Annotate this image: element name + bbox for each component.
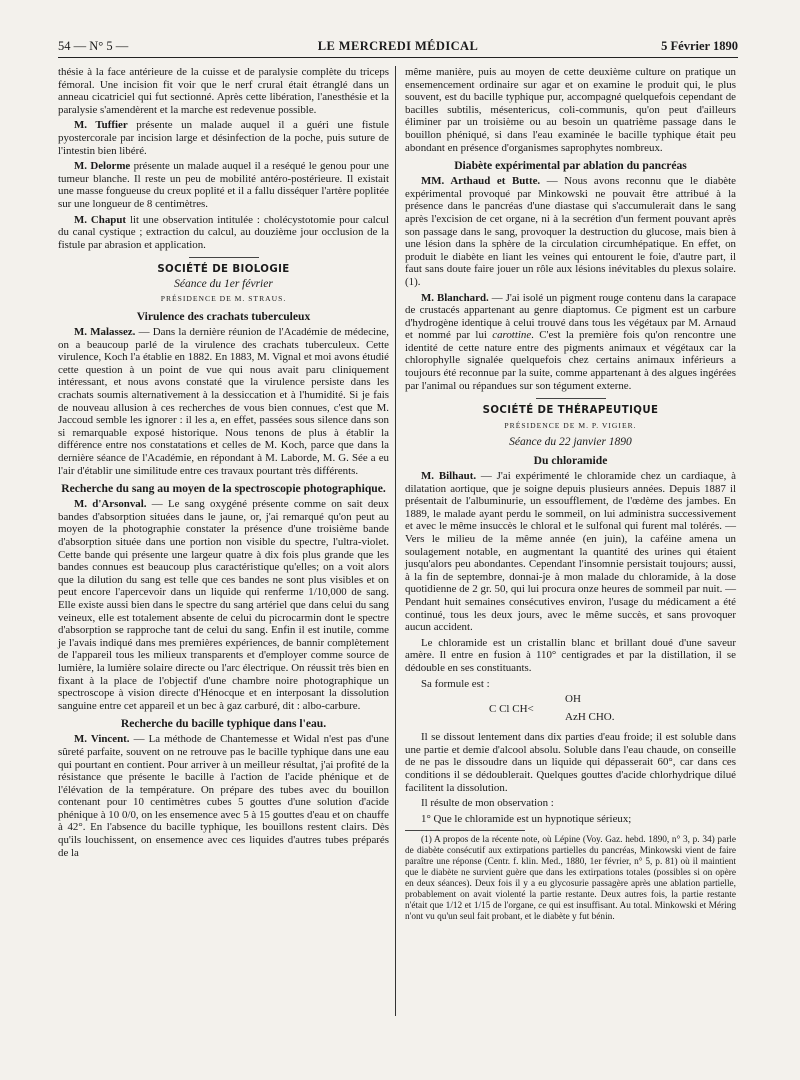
journal-title: LE MERCREDI MÉDICAL — [317, 39, 479, 53]
paragraph: Sa formule est : — [421, 677, 490, 690]
speaker-name: M. Malassez. — [74, 326, 136, 339]
speaker-name: M. Chaput — [74, 213, 127, 226]
paragraph — [58, 160, 389, 210]
section-separator — [189, 257, 259, 258]
formula-upper: OH — [565, 693, 581, 706]
paragraph: Il résulte de mon observation : — [421, 797, 554, 810]
speaker-name: M. Vincent. — [74, 733, 130, 746]
paragraph — [405, 292, 736, 393]
right-column — [405, 66, 736, 926]
speaker-name: M. d'Arsonval. — [74, 498, 147, 511]
formula-lower: AzH CHO. — [565, 711, 615, 724]
presidency-line: PRÉSIDENCE DE M. P. VIGIER. — [504, 420, 637, 430]
session-date: Séance du 22 janvier 1890 — [509, 436, 632, 449]
paragraph-text: . C'est la première fois qu'on rencontre une identité de cette nature entre des pigments animaux et végétaux car la chlorophylle signalée quelquefois chez certains animaux inférieurs a toujours été reconnue par la suite, comme appartenant à des algues ingérées par l'animal ou répandues sur son tégument externe. — [405, 329, 736, 392]
paragraph-text: — Le sang oxygéné présente comme on sait deux bandes d'absorption situées dans le jaune, or, j'ai remarqué qu'on peut au moyen de la photographie constater la présence d'une troisième bande d'absorption située dans une portion non visible du spectre, l'ultra-violet. Cette bande qui présente une largeur quatre à dix fois plus grande que les bandes connues est beaucoup plus caractéristique qu'elles; on a voit alors que la dilution du sang est telle que ces bandes ne sont plus visibles et on peut encore l'apercevoir dans un liquide qui renferme 1/10,000 de sang. Elle existe aussi bien dans le spectre du sang artériel que dans celui du sang veineux, elle est totalement absente de celui du picrocarmin dont le spectre d'absorption se rapproche tant de celui du sang. Enfin il est inutile, comme je l'avais indiqué dans mes premières expériences, de bannir complètement de l'appareil tous les milieux transparents et d'employer comme source de lumière, la lumière solaire directe ou l'arc électrique. On réussit très bien en fixant à la place de l'objectif d'une chambre noire photographique un spectroscope à vision directe d'Hénocque et en interposant la dissolution sanguine entre cet appareil et un bec à gaz carburé, dit : albo-carbure. — [58, 498, 390, 712]
paragraph — [405, 175, 736, 288]
section-heading: Diabète expérimental par ablation du pancréas — [454, 159, 687, 173]
paragraph-text: lit une observation intitulée : cholécystotomie pour calcul du canal cystique ; extraction du calcul, au douzième jour occlusion de la fistule par abrasion et application. — [58, 213, 389, 251]
section-heading: Recherche du sang au moyen de la spectroscopie photographique. — [61, 482, 386, 496]
header-rule — [58, 57, 738, 58]
paragraph: même manière, puis au moyen de cette deuxième culture on pratique un ensemencement ordinaire sur agar et on examine le produit qui, le plus souvent, est du bacille typhique pur, accompagné quelquefois cependant de bacilles subtilis, mésentericus, coli-communis, qu'on peut d'ailleurs éliminer par un troisième ou au besoin un quatrième passage dans le bouillon phéniqué, si dans l'eau examinée le bacille typhique était peu abondant en présence d'organismes saprophytes nombreux. — [405, 66, 736, 154]
footnote: (1) A propos de la récente note, où Lépine (Voy. Gaz. hebd. 1890, n° 3, p. 34) parle de diabète consécutif aux extirpations partielles du pancréas, Minkowski vient de faire paraître une réponse (Centr. f. klin. Med., 1880, 1er février, n° 5, p. 81) où il maintient que le diabète ne survient guère que dans les extirpations totales (possibles si on opère en deux séances). Deux fois il y a eu glycosurie passagère après une ablation partielle, probablement on avait violenté la partie restante. Deux autres fois, la partie restante n'était que 1/12 et 1/15 de l'organe, ce qui est insuffisant. Au total. Minkowski et Méring n'ont vu qu'un seul fait probant, et le diabète y fut bénin. — [405, 835, 736, 922]
section-separator — [536, 398, 606, 399]
paragraph-text: présente un malade auquel il a reséqué le genou pour une tumeur blanche. Il reste un peu de mobilité antéro-postérieure. Il existait une masse fongueuse du creux poplité et il a fallu disséquer l'artère poplitée sur une longueur de 8 centimètres. — [58, 160, 389, 210]
paragraph-text: — Nous avons reconnu que le diabète expérimental provoqué par Minkowski ne pouvait être attribué à la présence dans le pancréas d'une diastase qui s'accumulerait dans le sang après l'excision de cet organe, ni à la secrétion d'un ferment pouvant après son passage dans le sang, provoquer la destruction du glucose, mais bien à une lésion dans la sphère de la circulation circumhépatique. En effet, on produit le diabète en liant les veines qui entourent le foie, d'autre part, il faut sans doute faire jouer un rôle aux lésions inévitables du plexus solaire. (1). — [405, 175, 736, 288]
speaker-name: M. Delorme — [74, 160, 131, 173]
presidency-line: PRÉSIDENCE DE M. STRAUS. — [160, 293, 287, 303]
speaker-name: M. Tuffier — [74, 119, 128, 132]
paragraph-text: — J'ai expérimenté le chloramide chez un cardiaque, à dilatation aortique, que je soigne depuis plusieurs années. Depuis 1887 il présentait de l'albuminurie, un essoufflement, de l'œdème des jambes. En 1889, le malade ayant perdu le sommeil, on lui administra successivement et avec le même insuccès le chloral et le sulfonal qui furent mal tolérés. — Vers le milieu de la même année (en juin), la caféine amena un soulagement notable, en augmentant la quantité des urines qui étaient jusqu'alors peu abondantes. Cependant l'insomnie persistait toujours; aussi, à la fin de septembre, donnai-je à mon malade du chloramide, à la dose quotidienne de 2 gr. 50, qui lui procura onze heures de sommeil par nuit. — Pendant huit semaines consécutives environ, l'usage du médicament a été continué, tous les deux jours, avec le même succès, et sans provoquer aucun accident. — [405, 470, 736, 634]
paragraph-text: — J'ai isolé un pigment rouge contenu dans la carapace de crustacés appartenant au genre diaptomus. Ce pigment est un carbure d'hydrogène identique à celui trouvé dans tous les végétaux par M. Arnaud et nommé par lui — [405, 291, 737, 342]
section-heading: Virulence des crachats tuberculeux — [136, 310, 311, 324]
paragraph-text: — Dans la dernière réunion de l'Académie de médecine, on a beaucoup parlé de la virulence des crachats tuberculeux. Cette virulence, Koch l'a établie en 1882. En 1883, M. Vignal et moi avons étudié cette question à un point de vue qui nous avait paru cliniquement intéressant, et nous avons constaté que la virulence persiste dans les crachats soumis alternativement à la dessiccation et à l'humidité. Si je fais de nouveau allusion à ces recherches de vous bien connues, c'est que M. Jaccoud semble les ignorer : il les a, en effet, passées sous silence dans son si remarquable exposé historique. Nous tenons de plus à établir la différence entre nos constatations et celles de M. Koch, parce que dans la dernière séance de l'Académie, en répondant à M. Laborde, M. G. Sée a eu l'air d'établir une similitude entre ces travaux pourtant très différents. — [58, 326, 389, 477]
paragraph — [58, 498, 389, 712]
paragraph-text: — La méthode de Chantemesse et Widal n'est pas d'une sûreté parfaite, souvent on ne retrouve pas le bacille typhique dans une eau qui pourtant en contient. Pour arriver à un meilleur résultat, j'ai profité de la résistance que présente le bacille à l'action de l'acide phénique et de l'élévation de la température. On prépare des tubes avec du bouillon contenant pour 10 centimètres cubes 5 gouttes d'une solution d'acide phénique à 10 0/0, on les ensemence avec 5 à 15 gouttes d'eau et on chauffe à 42°. En l'absence du bacille typhique, les bouillons restent clairs. Dès qu'ils louchissent, on ensemence avec ces liquides d'autres tubes préparés de la — [58, 733, 389, 859]
section-heading: Recherche du bacille typhique dans l'eau. — [120, 717, 327, 731]
paragraph — [58, 119, 389, 157]
paragraph — [58, 214, 389, 252]
footnote-rule — [405, 830, 525, 831]
page-number: 54 — N° 5 — — [58, 39, 129, 53]
session-date: Séance du 1er février — [174, 277, 273, 290]
page-header — [58, 38, 738, 54]
paragraph — [58, 733, 389, 859]
speaker-name: MM. Arthaud et Butte. — [421, 175, 541, 188]
column-divider — [395, 66, 396, 1016]
formula-main: C Cl CH< — [489, 703, 534, 716]
paragraph-text: présente un malade auquel il a guéri une fistule pyostercorale par incision large et désinfection de la poche, puis suture de l'intestin bien libéré. — [58, 119, 390, 157]
paragraph — [58, 326, 389, 477]
left-column — [58, 66, 389, 862]
italic-term: carottine — [492, 329, 532, 342]
paragraph: 1° Que le chloramide est un hypnotique sérieux; — [421, 812, 632, 825]
speaker-name: M. Blanchard. — [421, 291, 489, 304]
society-title: SOCIÉTÉ DE BIOLOGIE — [157, 264, 290, 276]
paragraph: Il se dissout lentement dans dix parties d'eau froide; il est soluble dans une partie et demie d'alcool absolu. Soluble dans l'eau chaude, on conseille de ne pas le dissoudre dans un liquide qui dépasserait 60°, car dans ces conditions il se dédoublerait. Quelques gouttes d'acide chlorhydrique dilué facilitent la dissolution. — [405, 731, 736, 794]
issue-date: 5 Février 1890 — [661, 39, 738, 53]
paragraph — [405, 470, 736, 634]
section-heading: Du chloramide — [533, 454, 608, 468]
chemical-formula — [405, 693, 736, 727]
speaker-name: M. Bilhaut. — [421, 470, 477, 483]
paragraph: Le chloramide est un cristallin blanc et brillant doué d'une saveur amère. Il entre en fusion à 110° centigrades et par la distillation, il se dédouble en ses constituants. — [405, 636, 736, 674]
paragraph: thésie à la face antérieure de la cuisse et de paralysie complète du triceps fémoral. Une incision fit voir que le nerf crural était étranglé dans un anneau cicatriciel qui fut sectionné. Après cette libération, l'anesthésie et la paralysie s'amendèrent et la marche est redevenue possible. — [58, 66, 389, 116]
society-title: SOCIÉTÉ DE THÉRAPEUTIQUE — [482, 405, 659, 417]
